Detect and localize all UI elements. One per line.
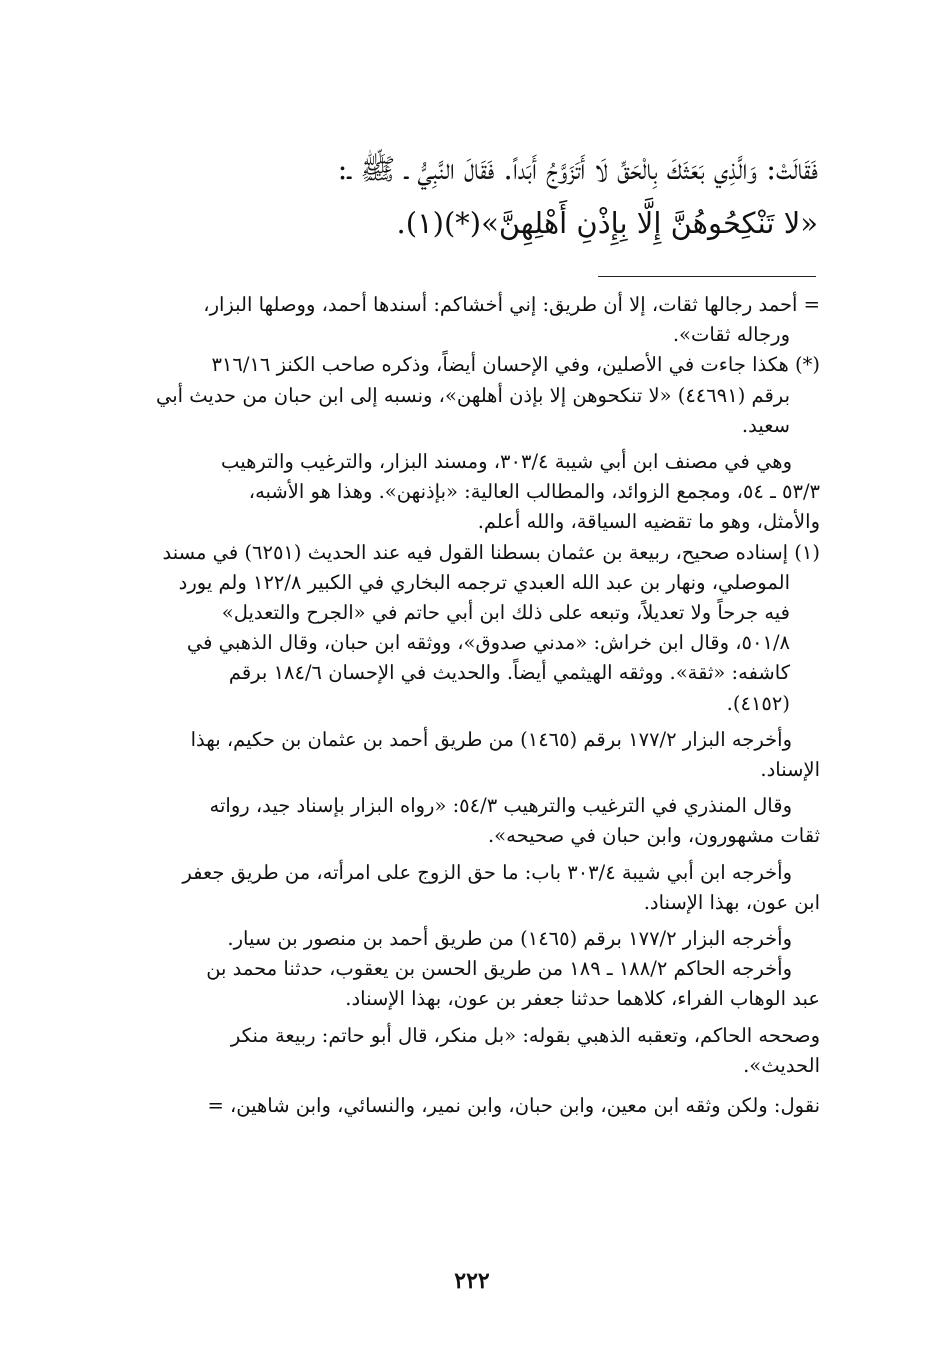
footnotes (98, 290, 820, 1121)
footnote-line: سعيد. (741, 413, 790, 437)
footnote-line: (١) إسناده صحيح، ربيعة بن عثمان بسطنا القول فيه عند الحديث (٦٢٥١) في مسند (162, 540, 820, 564)
footnote-line: نقول: ولكن وثقه ابن معين، وابن حبان، وابن نمير، والنسائي، وابن شاهين، = (207, 1094, 820, 1118)
footnote-line: وصححه الحاكم، وتعقبه الذهبي بقوله: «بل منكر، قال أبو حاتم: ربيعة منكر (230, 1023, 820, 1047)
footnote-line: وأخرجه البزار ١٧٧/٢ برقم (١٤٦٥) من طريق أحمد بن عثمان بن حكيم، بهذا (190, 727, 792, 751)
footnote-line: الموصلي، ونهار بن عبد الله العبدي ترجمه البخاري في الكبير ١٢٢/٨ ولم يورد (178, 570, 790, 594)
footnote-star-paragraph (98, 447, 820, 538)
footnote-paragraph (98, 924, 820, 954)
footnote-continuation (98, 290, 820, 350)
hadith-main-text (100, 142, 818, 250)
footnote-star (98, 350, 820, 441)
footnote-line: ابن عون، بهذا الإسناد. (643, 890, 820, 914)
footnote-line: وأخرجه الحاكم ١٨٨/٢ ـ ١٨٩ من طريق الحسن بن يعقوب، حدثنا محمد بن (206, 957, 792, 981)
footnote-1 (98, 538, 820, 719)
footnote-line: = أحمد رجالها ثقات، إلا أن طريق: إني أخشاكم: أسندها أحمد، ووصلها البزار، (203, 293, 820, 316)
footnote-line: (*) هكذا جاءت في الأصلين، وفي الإحسان أيضاً، وذكره صاحب الكنز ٣١٦/١٦ (211, 353, 820, 377)
footnote-divider (598, 276, 816, 277)
footnote-paragraph (98, 1091, 820, 1121)
footnote-line: الإسناد. (760, 758, 820, 782)
footnote-line: ورجاله ثقات». (672, 323, 790, 347)
footnote-paragraph (98, 954, 820, 1014)
footnote-paragraph (98, 858, 820, 918)
footnote-paragraph (98, 1021, 820, 1081)
footnote-line: برقم (٤٤٦٩١) «لا تنكحوهن إلا بإذن أهلهن»، ونسبه إلى ابن حبان من حديث أبي (155, 383, 790, 407)
footnote-line: والأمثل، وهو ما تقضيه السياقة، والله أعلم. (477, 510, 820, 534)
footnote-line: ثقات مشهورون، وابن حبان في صحيحه». (487, 824, 820, 848)
main-text-line: فَقَالَتْ: وَالَّذِي بَعَثَكَ بِالْحَقِّ لَا أَتَزَوَّجُ أَبَداً. فَقَالَ النَّبِيُّ ـ ﷺ ـ: (337, 152, 818, 186)
page-number: ٢٢٢ (454, 1268, 490, 1294)
footnote-line: وقال المنذري في الترغيب والترهيب ٥٤/٣: «رواه البزار بإسناد جيد، رواته (209, 794, 792, 818)
main-text-line: «لا تَنْكِحُوهُنَّ إِلَّا بِإِذْنِ أَهْلِهِنَّ»(*)(١). (396, 206, 818, 240)
footnote-line: (٤١٥٢). (726, 691, 790, 715)
footnote-line: وهي في مصنف ابن أبي شيبة ٣٠٣/٤، ومسند البزار، والترغيب والترهيب (221, 450, 792, 474)
footnote-line: ٥٠١/٨، وقال ابن خراش: «مدني صدوق»، ووثقه ابن حبان، وقال الذهبي في (186, 631, 790, 655)
footnote-line: ٥٣/٣ ـ ٥٤، ومجمع الزوائد، والمطالب العالية: «بإذنهن». وهذا هو الأشبه، (248, 480, 820, 504)
footnote-line: وأخرجه البزار ١٧٧/٢ برقم (١٤٦٥) من طريق أحمد بن منصور بن سيار. (227, 927, 792, 951)
footnote-paragraph (98, 725, 820, 785)
footnote-line: عبد الوهاب الفراء، كلاهما حدثنا جعفر بن عون، بهذا الإسناد. (345, 987, 820, 1011)
footnote-line: كاشفه: «ثقة». ووثقه الهيثمي أيضاً. والحديث في الإحسان ١٨٤/٦ برقم (228, 661, 790, 685)
footnote-line: الحديث». (743, 1053, 820, 1077)
footnote-line: فيه جرحاً ولا تعديلاً، وتبعه على ذلك ابن أبي حاتم في «الجرح والتعديل» (221, 601, 790, 625)
footnote-paragraph (98, 791, 820, 851)
footnote-line: وأخرجه ابن أبي شيبة ٣٠٣/٤ باب: ما حق الزوج على امرأته، من طريق جعفر (182, 860, 792, 884)
